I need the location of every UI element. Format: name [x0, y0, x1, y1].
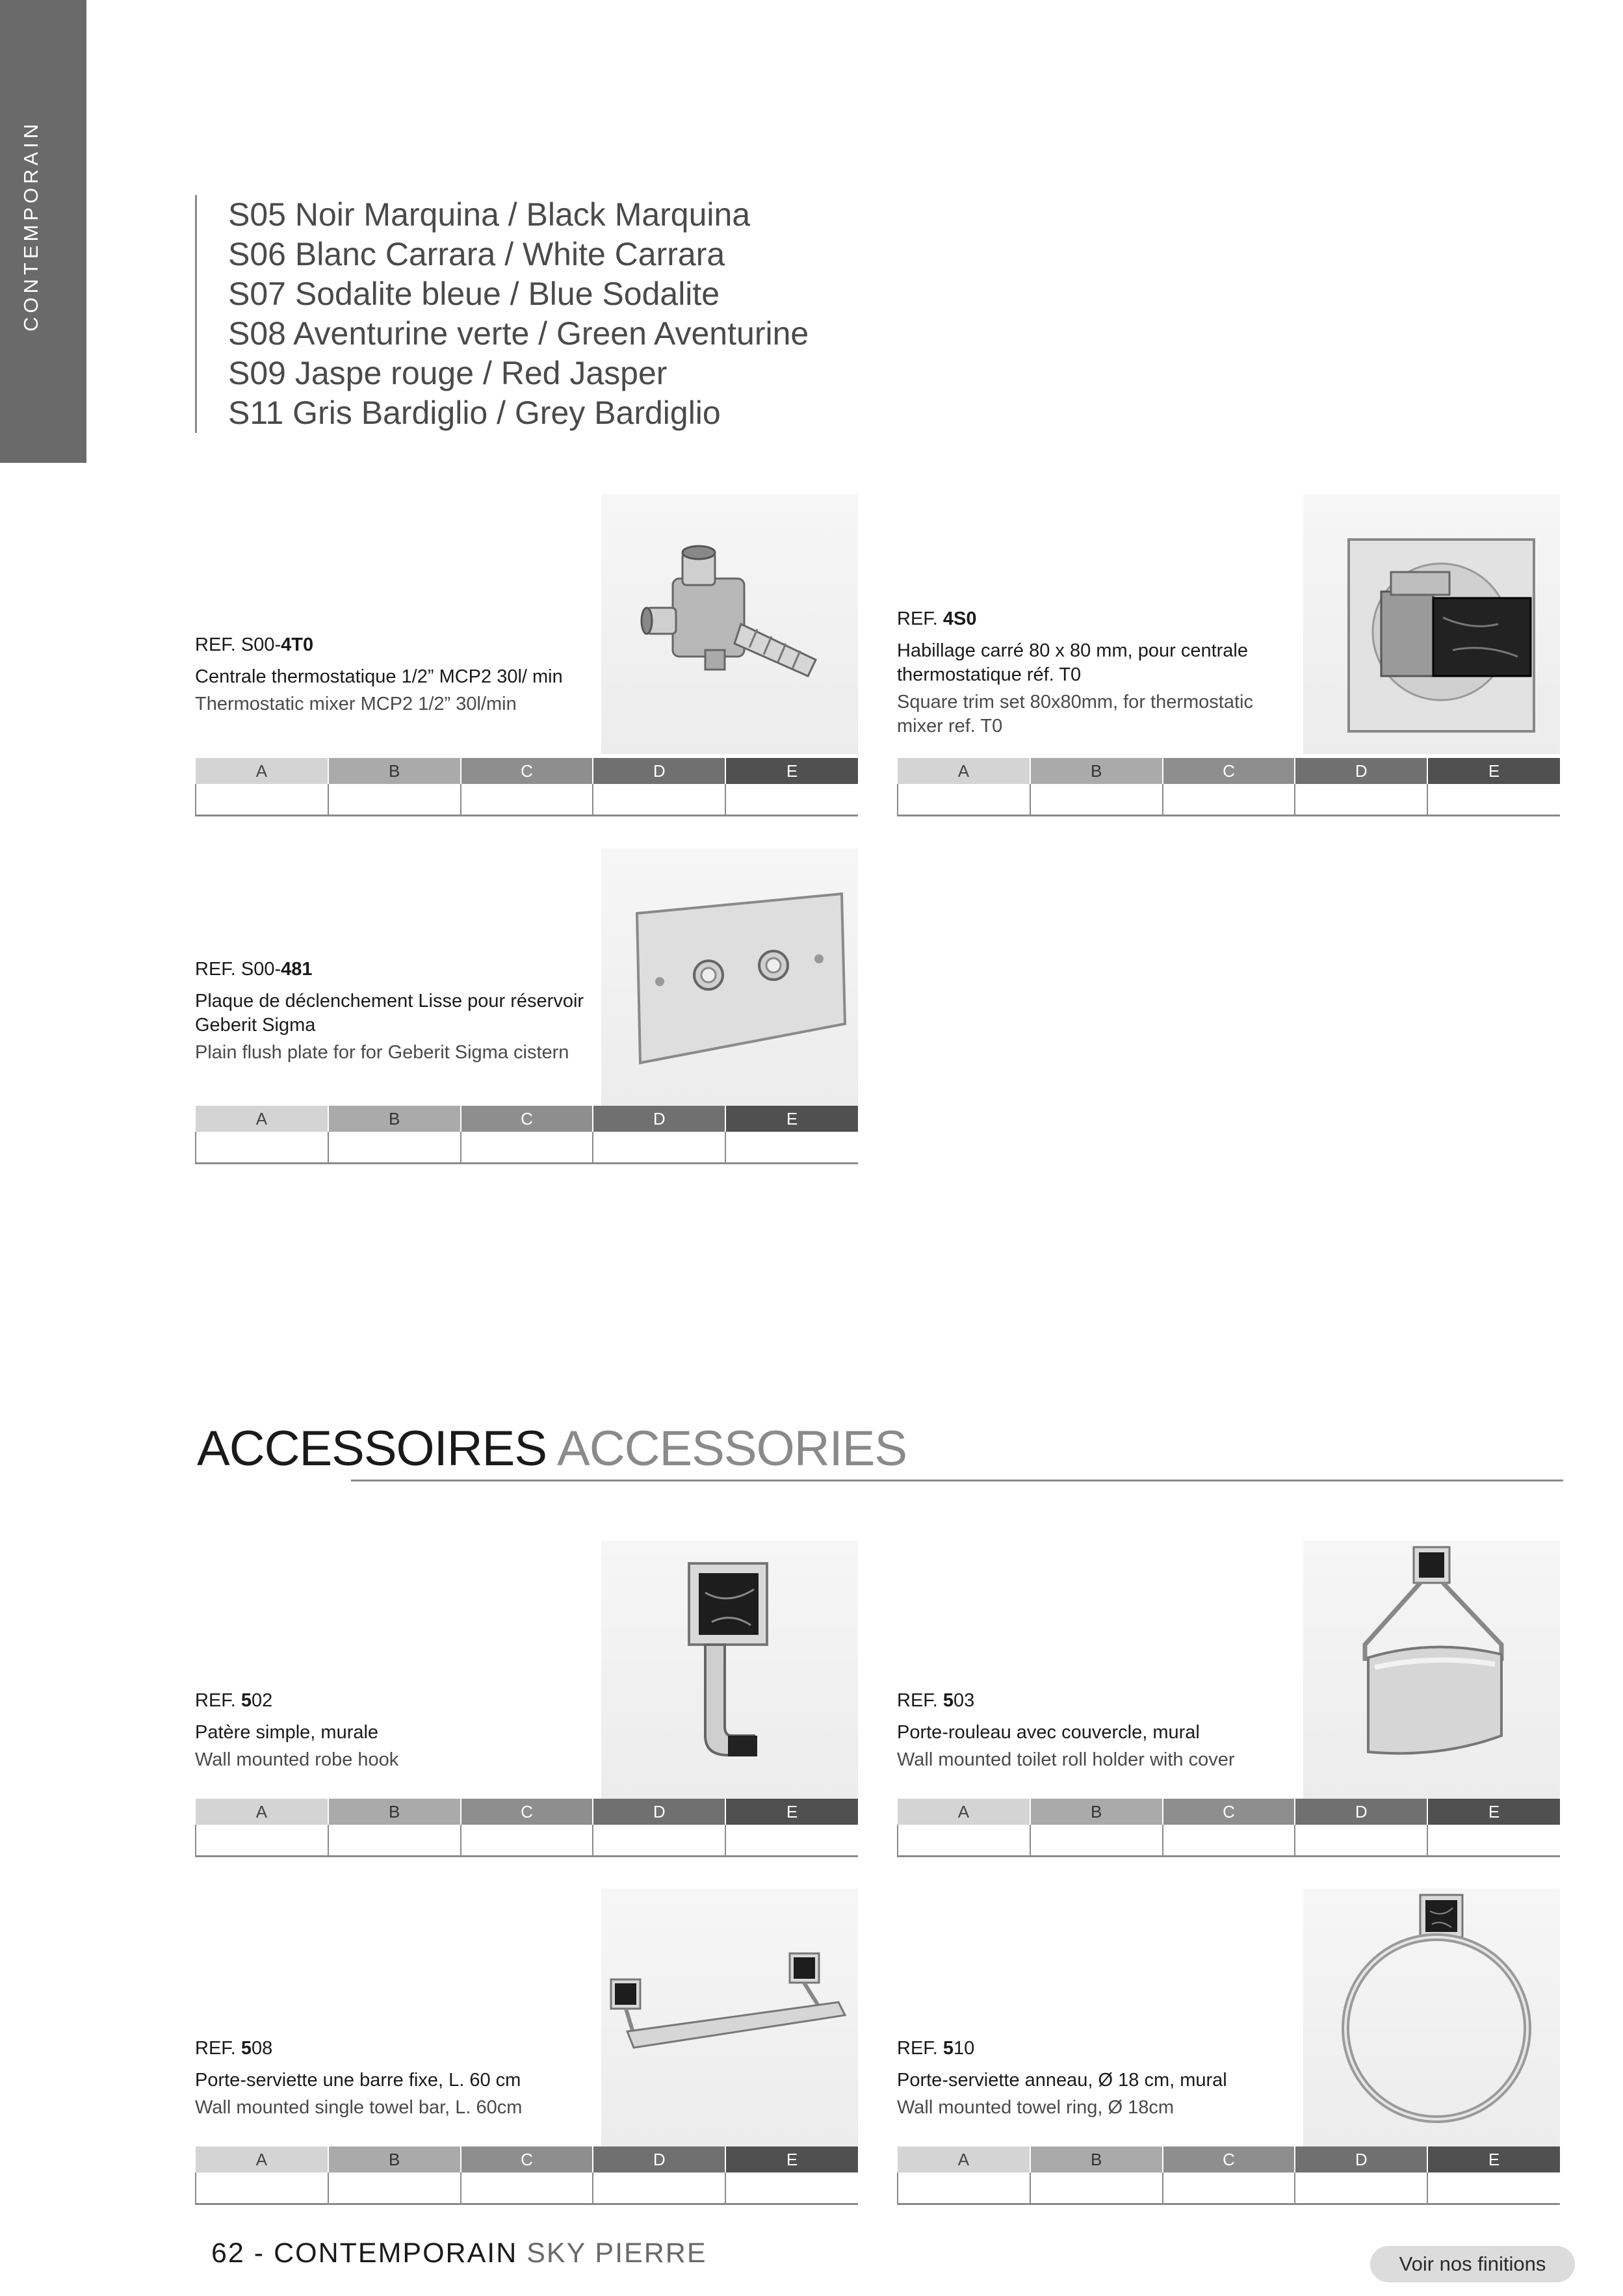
square-trim-set-icon — [1303, 494, 1560, 754]
product-card-4s0 — [897, 494, 1560, 819]
product-desc-en: Wall mounted towel ring, Ø 18cm — [897, 2097, 1175, 2118]
robe-hook-image — [601, 1541, 858, 1801]
grade-header-e: E — [1427, 758, 1560, 784]
product-card-s00-4t0 — [195, 494, 858, 819]
grade-table — [195, 1799, 858, 1857]
product-card-502 — [195, 1541, 858, 1859]
section-title — [197, 1420, 907, 1477]
product-text — [897, 2038, 1287, 2120]
grade-cell — [328, 1825, 461, 1856]
product-text — [195, 2038, 585, 2120]
product-desc-en: Plain flush plate for for Geberit Sigma cistern — [195, 1042, 569, 1063]
grade-header-c: C — [461, 758, 593, 784]
grade-header-a: A — [898, 2146, 1030, 2172]
grade-cell — [1295, 784, 1427, 815]
grade-header-a: A — [196, 2146, 328, 2172]
square-trim-set-image — [1303, 494, 1560, 754]
grade-header-b: B — [328, 2146, 461, 2172]
grade-header-b: B — [328, 758, 461, 784]
product-ref: REF. 502 — [195, 1690, 273, 1711]
product-text — [195, 634, 585, 716]
grade-header-e: E — [725, 1799, 858, 1825]
product-ref: REF. 508 — [195, 2038, 273, 2059]
towel-ring-icon — [1303, 1888, 1560, 2148]
grade-header-b: B — [1030, 758, 1163, 784]
grade-cell — [1295, 2172, 1427, 2204]
thermostatic-mixer-image — [601, 494, 858, 754]
product-text — [897, 608, 1287, 738]
product-ref: REF. 503 — [897, 1690, 975, 1711]
grade-header-c: C — [461, 2146, 593, 2172]
grade-header-e: E — [725, 1106, 858, 1132]
grade-cell — [725, 784, 858, 815]
section-divider — [351, 1480, 1563, 1481]
product-desc-fr: Porte-serviette anneau, Ø 18 cm, mural — [897, 2070, 1227, 2091]
thermostatic-mixer-icon — [601, 494, 858, 754]
grade-header-b: B — [328, 1799, 461, 1825]
grade-cell — [328, 784, 461, 815]
section-title-en: ACCESSORIES — [557, 1421, 907, 1476]
grade-header-d: D — [593, 1799, 725, 1825]
product-ref: REF. S00-481 — [195, 959, 313, 980]
finish-item: S07 Sodalite bleue / Blue Sodalite — [228, 276, 720, 312]
towel-ring-image — [1303, 1888, 1560, 2148]
grade-cell — [1427, 784, 1560, 815]
footer-collection: CONTEMPORAIN — [274, 2237, 518, 2269]
side-tab — [0, 0, 86, 463]
product-desc-en: Square trim set 80x80mm, for thermostatic mixer ref. T0 — [897, 692, 1253, 737]
grade-header-d: D — [593, 758, 725, 784]
grade-header-d: D — [1295, 758, 1427, 784]
grade-cell — [1163, 784, 1295, 815]
grade-header-c: C — [461, 1799, 593, 1825]
grade-cell — [898, 784, 1030, 815]
grade-cell — [1030, 784, 1163, 815]
grade-header-d: D — [593, 1106, 725, 1132]
product-text — [195, 959, 585, 1065]
grade-cell — [196, 2172, 328, 2204]
grade-header-e: E — [1427, 1799, 1560, 1825]
grade-header-d: D — [1295, 2146, 1427, 2172]
product-desc-en: Wall mounted single towel bar, L. 60cm — [195, 2097, 523, 2118]
page-number: 62 — [211, 2237, 245, 2269]
product-desc-en: Wall mounted toilet roll holder with cover — [897, 1749, 1235, 1770]
grade-table — [195, 2146, 858, 2205]
grade-table — [897, 1799, 1560, 1857]
grade-header-d: D — [593, 2146, 725, 2172]
grade-header-a: A — [196, 1106, 328, 1132]
product-desc-fr: Patère simple, murale — [195, 1722, 379, 1743]
grade-cell — [593, 2172, 725, 2204]
grade-cell — [328, 2172, 461, 2204]
grade-header-e: E — [1427, 2146, 1560, 2172]
towel-bar-icon — [601, 1888, 858, 2148]
finish-item: S05 Noir Marquina / Black Marquina — [228, 196, 751, 233]
grade-header-a: A — [196, 1799, 328, 1825]
grade-header-e: E — [725, 758, 858, 784]
toilet-roll-holder-icon — [1303, 1541, 1560, 1801]
grade-cell — [898, 2172, 1030, 2204]
grade-cell — [1163, 2172, 1295, 2204]
flush-plate-image — [601, 848, 858, 1108]
grade-cell — [593, 1132, 725, 1163]
product-ref: REF. 510 — [897, 2038, 975, 2059]
grade-cell — [593, 1825, 725, 1856]
grade-header-c: C — [1163, 2146, 1295, 2172]
grade-header-a: A — [898, 1799, 1030, 1825]
grade-header-a: A — [898, 758, 1030, 784]
product-card-508 — [195, 1888, 858, 2207]
grade-cell — [1427, 1825, 1560, 1856]
footer-series: SKY PIERRE — [526, 2237, 707, 2269]
finish-item: S08 Aventurine verte / Green Aventurine — [228, 315, 809, 352]
finish-item: S09 Jaspe rouge / Red Jasper — [228, 355, 668, 391]
product-text — [195, 1690, 585, 1772]
product-card-510 — [897, 1888, 1560, 2207]
grade-cell — [1030, 2172, 1163, 2204]
grade-table — [897, 758, 1560, 816]
grade-cell — [1163, 1825, 1295, 1856]
grade-cell — [196, 1132, 328, 1163]
grade-cell — [196, 1825, 328, 1856]
towel-bar-image — [601, 1888, 858, 2148]
grade-cell — [461, 1825, 593, 1856]
product-desc-fr: Porte-rouleau avec couvercle, mural — [897, 1722, 1200, 1743]
grade-cell — [328, 1132, 461, 1163]
grade-table — [195, 1106, 858, 1164]
grade-header-a: A — [196, 758, 328, 784]
grade-cell — [593, 784, 725, 815]
grade-header-b: B — [1030, 2146, 1163, 2172]
grade-cell — [725, 1132, 858, 1163]
view-finishes-button[interactable]: Voir nos finitions — [1370, 2246, 1575, 2282]
product-card-s00-481 — [195, 848, 858, 1173]
grade-cell — [1030, 1825, 1163, 1856]
grade-cell — [196, 784, 328, 815]
robe-hook-icon — [601, 1541, 858, 1801]
product-desc-en: Wall mounted robe hook — [195, 1749, 399, 1770]
product-ref: REF. 4S0 — [897, 608, 977, 629]
grade-cell — [461, 1132, 593, 1163]
grade-cell — [725, 2172, 858, 2204]
grade-cell — [461, 2172, 593, 2204]
grade-header-b: B — [1030, 1799, 1163, 1825]
finish-item: S06 Blanc Carrara / White Carrara — [228, 236, 725, 272]
finishes-list — [195, 195, 809, 433]
grade-header-c: C — [1163, 1799, 1295, 1825]
product-ref: REF. S00-4T0 — [195, 634, 314, 655]
grade-cell — [461, 784, 593, 815]
grade-cell — [1427, 2172, 1560, 2204]
grade-table — [897, 2146, 1560, 2205]
grade-header-c: C — [461, 1106, 593, 1132]
product-card-503 — [897, 1541, 1560, 1859]
product-desc-fr: Plaque de déclenchement Lisse pour réservoir Geberit Sigma — [195, 991, 584, 1036]
grade-table — [195, 758, 858, 816]
grade-header-b: B — [328, 1106, 461, 1132]
grade-header-d: D — [1295, 1799, 1427, 1825]
product-desc-fr: Porte-serviette une barre fixe, L. 60 cm — [195, 2070, 521, 2091]
page-footer — [211, 2237, 707, 2269]
product-desc-en: Thermostatic mixer MCP2 1/2” 30l/min — [195, 694, 517, 714]
product-text — [897, 1690, 1287, 1772]
toilet-roll-holder-image — [1303, 1541, 1560, 1801]
footer-separator: - — [253, 2237, 265, 2269]
finish-item: S11 Gris Bardiglio / Grey Bardiglio — [228, 395, 721, 431]
grade-cell — [898, 1825, 1030, 1856]
product-desc-fr: Centrale thermostatique 1/2” MCP2 30l/ min — [195, 666, 563, 687]
side-tab-label: CONTEMPORAIN — [19, 120, 42, 332]
grade-header-e: E — [725, 2146, 858, 2172]
grade-header-c: C — [1163, 758, 1295, 784]
product-desc-fr: Habillage carré 80 x 80 mm, pour centrale thermostatique réf. T0 — [897, 640, 1248, 685]
grade-cell — [1295, 1825, 1427, 1856]
section-title-fr: ACCESSOIRES — [197, 1421, 547, 1476]
grade-cell — [725, 1825, 858, 1856]
flush-plate-icon — [601, 848, 858, 1108]
